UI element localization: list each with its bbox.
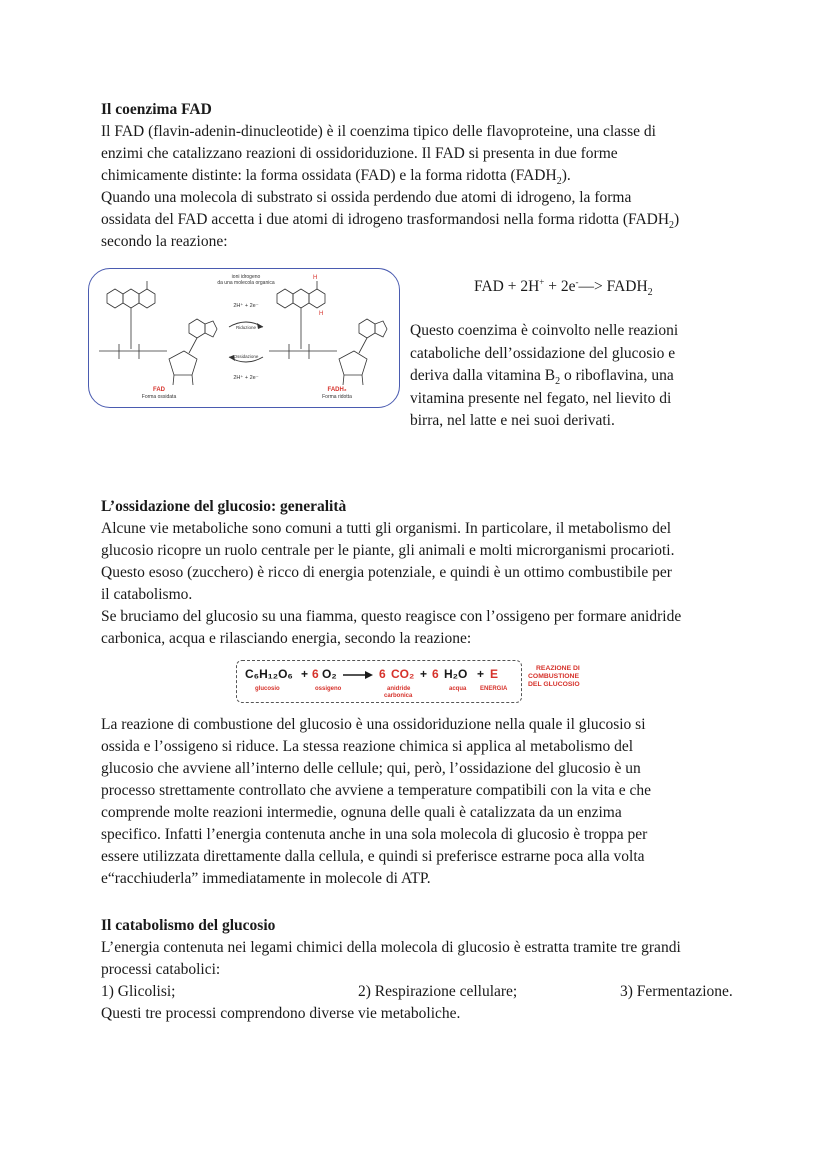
catabolism-section-paragraph [101, 937, 751, 981]
text-line: enzimi che catalizzano reazioni di ossidoriduzione. Il FAD si presenta in due forme [101, 145, 618, 162]
text-line: glucosio ricopre un ruolo centrale per le piante, gli animali e molti microrganismi procarioti. [101, 542, 675, 559]
text-line: ossidata del FAD accetta i due atomi di idrogeno trasformandosi nella forma ridotta $(FADH_2)$ [101, 211, 680, 232]
diagram-h-top: 2H⁺ + 2e⁻ [233, 303, 259, 309]
text-line: processo strettamente controllato che avviene a temperature compatibili con la vita e che [101, 782, 652, 799]
diagram-fadh2-sub: Forma ridotta [322, 394, 352, 400]
catabolism-closing [101, 1003, 751, 1025]
list-item: 3) Fermentazione. [620, 983, 733, 1000]
reaction-glucose: C₆H₁₂O₆ [245, 667, 293, 681]
diagram-arrow-top: Riduzione [235, 325, 257, 330]
diagram-label-top: ioni idrogeno [231, 274, 261, 280]
oxidation-section-paragraph [101, 518, 751, 650]
reaction-water: H₂O [444, 667, 468, 681]
text-line: chimicamente distinte: la forma ossidata (FAD) e la forma ridotta $(FADH_2)$. [101, 167, 571, 188]
text-line: comprende molte reazioni intermedie, ognuna delle quali è catalizzata da un enzima [101, 804, 622, 821]
fad-section-title: Il coenzima FAD [101, 101, 212, 118]
reaction-side-label: REAZIONE DI COMBUSTIONE DEL GLUCOSIO [528, 665, 580, 688]
text-line: Questi tre processi comprendono diverse vie metaboliche. [101, 1005, 461, 1022]
text-line: vitamina presente nel fegato, nel lievito di [410, 389, 672, 407]
fad-section-paragraph [101, 121, 751, 253]
text-line: deriva dalla vitamina $B_2$ o riboflavina, una [410, 367, 674, 388]
text-line: L’energia contenuta nei legami chimici della molecola di glucosio è estratta tramite tre grandi [101, 939, 681, 956]
list-item: 1) Glicolisi; [101, 983, 176, 1000]
diagram-fadh2-name: FADH₂ [327, 387, 347, 393]
oxidation-section-title: L’ossidazione del glucosio: generalità [101, 498, 347, 515]
text-line: cataboliche dell’ossidazione del glucosio e [410, 344, 676, 362]
diagram-arrow-bottom: Ossidazione [233, 354, 259, 359]
text-line: Questo esoso (zucchero) è ricco di energia potenziale, e quindi è un ottimo combustibile per [101, 564, 672, 581]
text-line: ossida e l’ossigeno si riduce. La stessa reazione chimica si applica al metabolismo del [101, 738, 634, 755]
text-line: secondo la reazione: [101, 233, 228, 250]
text-line: Il FAD (flavin-adenin-dinucleotide) è il coenzima tipico delle flavoproteine, una classe di [101, 123, 656, 140]
list-item: 2) Respirazione cellulare; [358, 983, 518, 1000]
combustion-paragraph [101, 714, 751, 890]
diagram-h-bottom: 2H⁺ + 2e⁻ [233, 375, 259, 381]
text-line: Se bruciamo del glucosio su una fiamma, questo reagisce con l’ossigeno per formare anidride [101, 608, 682, 625]
text-line: carbonica, acqua e rilasciando energia, secondo la reazione: [101, 630, 472, 647]
text-line: glucosio che avviene all’interno delle cellule; qui, però, l’ossidazione del glucosio è un [101, 760, 641, 777]
catabolism-section-title: Il catabolismo del glucosio [101, 917, 276, 934]
reaction-co2: CO₂ [391, 667, 415, 681]
fad-side-paragraph [410, 320, 740, 433]
text-line: specifico. Infatti l’energia contenuta anche in una sola molecola di glucosio è troppa per [101, 826, 648, 843]
text-line: il catabolismo. [101, 586, 193, 603]
text-line: Alcune vie metaboliche sono comuni a tutti gli organismi. In particolare, il metabolismo del [101, 520, 672, 537]
text-line: Quando una molecola di substrato si ossida perdendo due atomi di idrogeno, la forma [101, 189, 632, 206]
reaction-oxygen: O₂ [322, 667, 337, 681]
text-line: e“racchiuderla” immediatamente in molecole di ATP. [101, 870, 431, 887]
catabolic-process-list [101, 981, 751, 1003]
text-line: Questo coenzima è coinvolto nelle reazioni [410, 322, 679, 339]
text-line: processi catabolici: [101, 961, 221, 978]
diagram-label-top-2: da una molecola organica [217, 280, 275, 286]
reaction-energy: E [490, 667, 499, 681]
diagram-fad-name: FAD [153, 387, 165, 393]
combustion-reaction-box: C₆H₁₂O₆ + 6 O₂ 6 CO₂ + 6 H₂O + E glucosio ossigeno anidride carbonica acqua ENERGIA [236, 660, 522, 703]
svg-text:H: H [313, 275, 318, 281]
fad-equation: FAD + 2H+ + 2e-—> $FADH_2$ [474, 276, 653, 299]
reaction-arrow [343, 670, 373, 680]
text-line: La reazione di combustione del glucosio è una ossidoriduzione nella quale il glucosio si [101, 716, 646, 733]
text-line: essere utilizzata direttamente dalla cellula, e quindi si preferisce estrarne poca alla volta [101, 848, 645, 865]
fad-fadh2-diagram [88, 268, 400, 408]
svg-text:H: H [319, 311, 324, 317]
diagram-fad-sub: Forma ossidata [141, 394, 177, 400]
text-line: birra, nel latte e nei suoi derivati. [410, 412, 615, 429]
